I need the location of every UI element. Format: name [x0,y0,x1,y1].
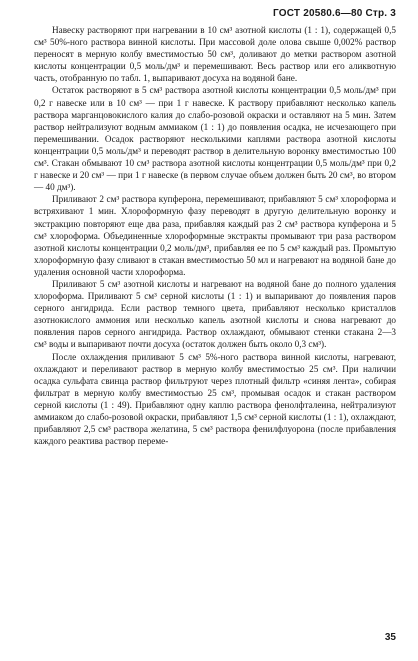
paragraph-1: Навеску растворяют при нагревании в 10 см³ азотной кислоты (1 : 1), содержащей 0,5 см³ 50%-ного раствора винной кислоты. При массовой доле олова свыше 0,002% раствор переносят в мерную колбу вместимостью 50 см³, доливают до метки раствором азотной кислоты концентрации 0,5 моль/дм³ и перемешивают. Весь раствор или его аликвотную часть, отобранную по табл. 1, выпаривают досуха на водяной бане. [34,25,396,84]
page-number: 35 [384,632,396,643]
paragraph-4: Приливают 5 см³ азотной кислоты и нагревают на водяной бане до полного удаления хлороформа. Приливают 5 см³ серной кислоты (1 : 1) и выпаривают до появления паров серного ангидрида. Если раствор темного цвета, прибавляют несколько кристаллов азотнокислого аммония или несколько капель азотной кислоты и снова нагревают до появления паров серного ангидрида. Раствор охлаждают, обмывают стенки стакана 2—3 см³ воды и выпаривают почти досуха (остаток должен быть около 0,3 см³). [34,278,396,350]
paragraph-2: Остаток растворяют в 5 см³ раствора азотной кислоты концентрации 0,5 моль/дм³ при 0,2 г навеске или в 10 см³ — при 1 г навеске. К раствору прибавляют несколько капель раствора марганцовокислого калия до слабо-розовой окраски и оставляют на 5 мин. Затем раствор нейтрализуют водным аммиаком (1 : 1) до появления осадка, не исчезающего при перемешивании. Осадок растворяют несколькими каплями раствора азотной кислоты концентрации 0,5 моль/дм³ и переводят раствор в делительную воронку вместимостью 100 см³. Стакан обмывают 10 см³ раствора азотной кислоты концентрации 0,5 моль/дм³ при 0,2 г навеске и 20 см³ — при 1 г навеске (в первом случае объем должен быть 20 см³, во втором — 40 дм³). [34,85,396,193]
paragraph-3: Приливают 2 см³ раствора купферона, перемешивают, прибавляют 5 см³ хлороформа и встряхивают 1 мин. Хлороформную фазу переводят в другую делительную воронку и экстракцию повторяют еще два раза, прибавляя каждый раз 2 см³ раствора купферона и 5 см³ хлороформа. Объединенные хлороформные экстракты промывают три раза раствором азотной кислоты концентрации 0,2 моль/дм³, прибавляя ее по 5 см³ каждый раз. Промытую хлороформную фазу сливают в стакан вместимостью 50 мл и нагревают на водяной бане до удаления основной части хлороформа. [34,194,396,277]
paragraph-5: После охлаждения приливают 5 см³ 5%-ного раствора винной кислоты, нагревают, охлаждают и переливают раствор в мерную колбу вместимостью 25 см³. При наличии осадка сульфата свинца раствор фильтруют через плотный фильтр «синяя лента», собирая фильтрат в мерную колбу вместимостью 25 см³, промывая осадок и стакан раствором серной кислоты (1 : 49). Прибавляют одну каплю раствора фенолфталеина, нейтрализуют аммиаком до слабо-розовой окраски, прибавляют 1,5 см³ серной кислоты (1 : 1), охлаждают, прибавляют 2,5 см³ раствора желатина, 5 см³ раствора фенилфлуорона (после прибавления каждого реактива раствор переме- [34,351,396,447]
body-text [34,24,396,447]
standard-header: ГОСТ 20580.6—80 Стр. 3 [273,8,396,19]
